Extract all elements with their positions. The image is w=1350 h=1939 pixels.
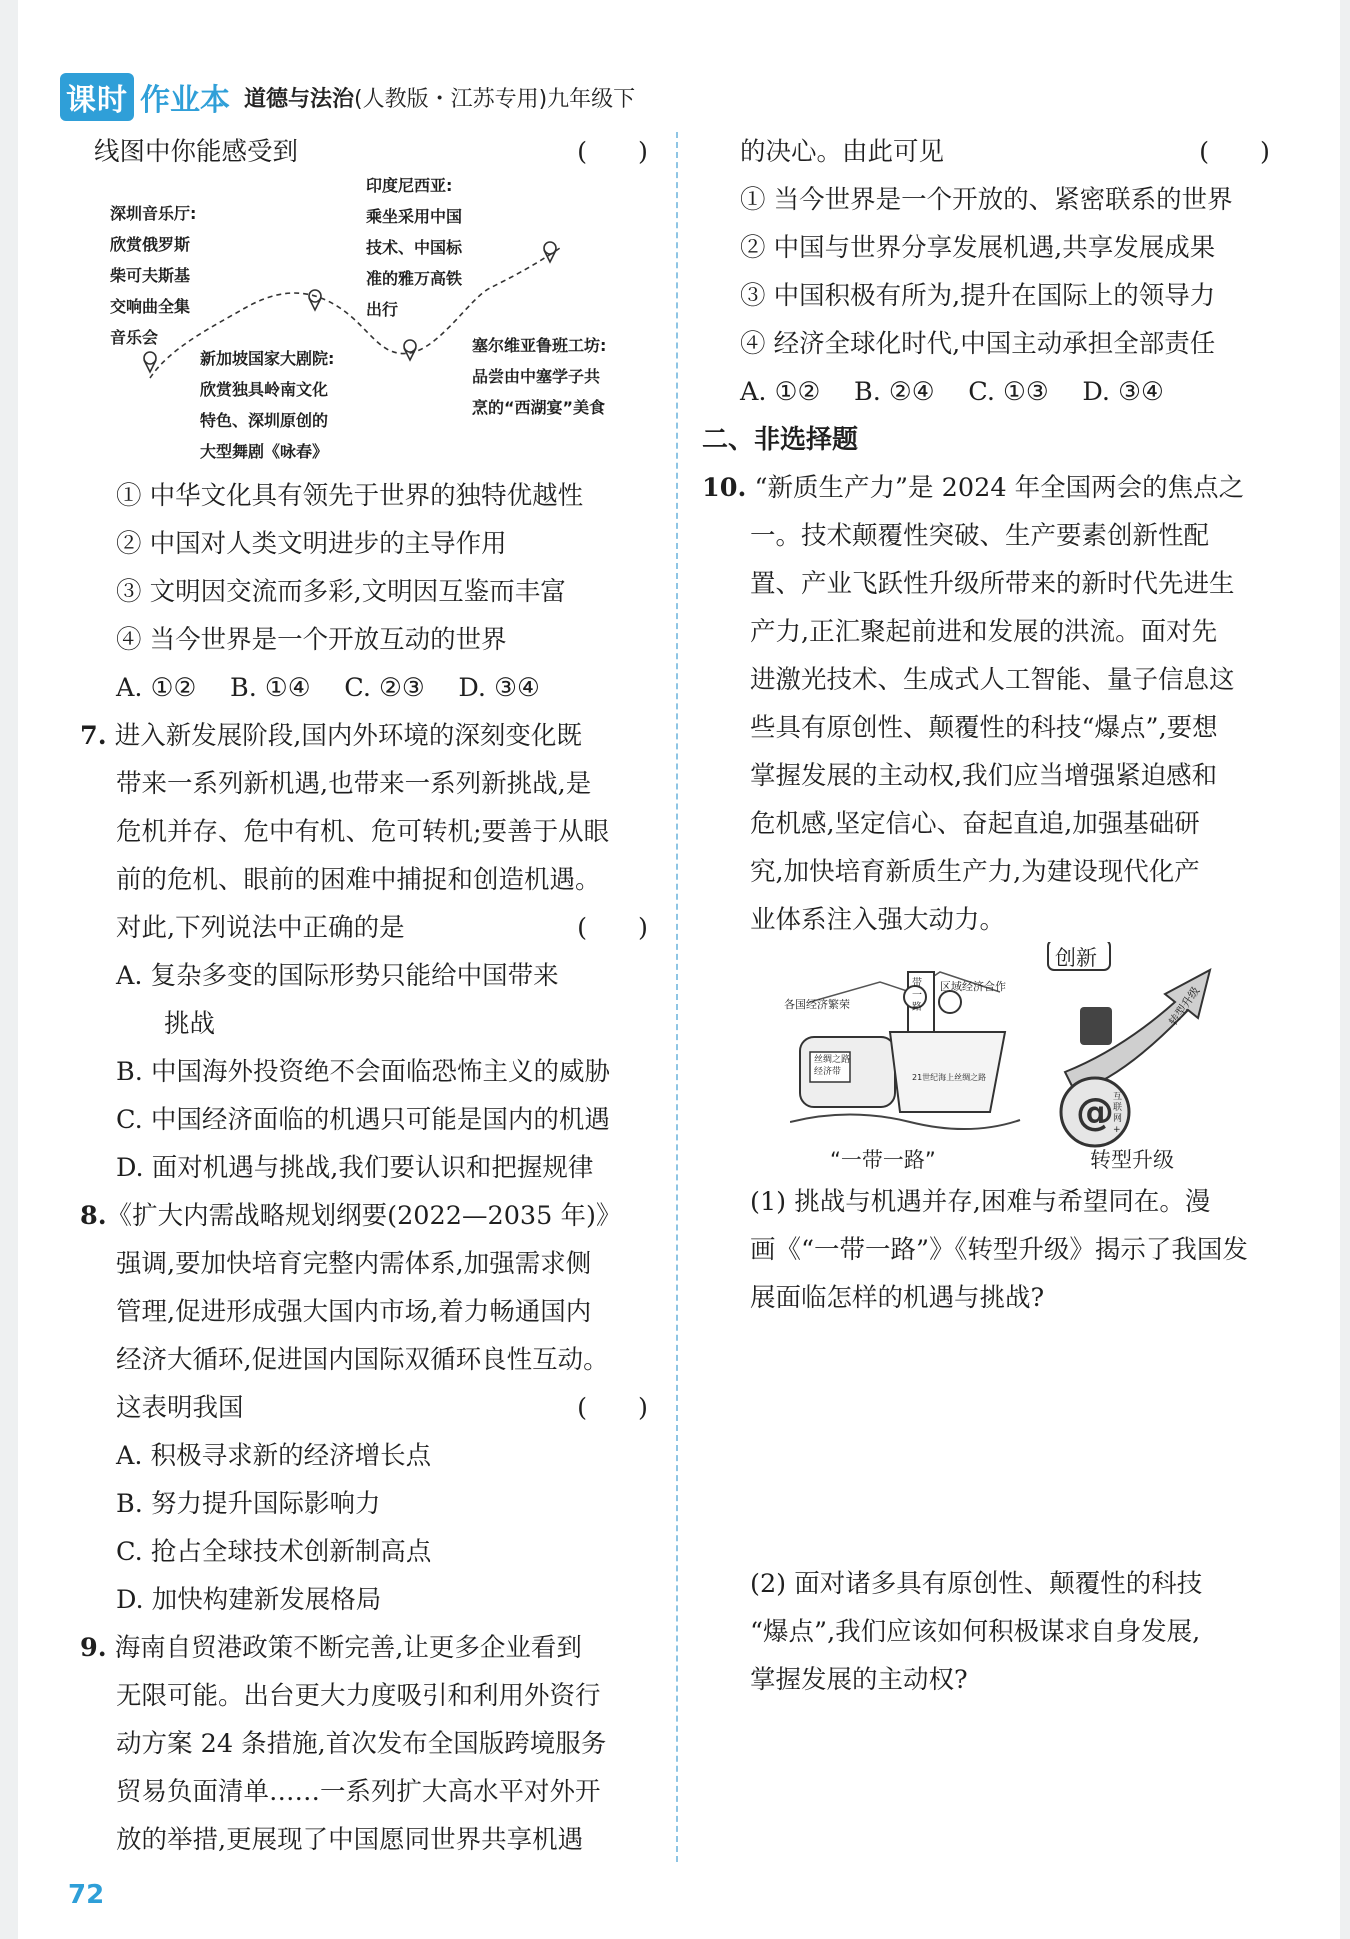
label-singapore: 新加坡国家大剧院: 欣赏独具岭南文化 特色、深圳原创的 大型舞剧《咏春》: [200, 349, 335, 461]
q8-line: [80, 1192, 648, 1240]
answer-blank[interactable]: ( ): [577, 137, 648, 167]
option-line[interactable]: C. 抢占全球技术创新制高点: [116, 1537, 432, 1567]
page-number: 72: [68, 1880, 105, 1910]
answer-choices[interactable]: A. ①② B. ②④ C. ①③ D. ③④: [740, 377, 1164, 407]
option-line[interactable]: B. 努力提升国际影响力: [116, 1489, 381, 1519]
option-line[interactable]: C. 中国经济面临的机遇只可能是国内的机遇: [116, 1105, 610, 1135]
option-line[interactable]: ① 中华文化具有领先于世界的独特优越性: [116, 481, 584, 511]
edition-info: (人教版・江苏专用)九年级下: [354, 86, 636, 112]
option-line[interactable]: ④ 当今世界是一个开放互动的世界: [116, 625, 507, 655]
sub-line: (1) 挑战与机遇并存,困难与希望同在。漫: [750, 1187, 1211, 1217]
q8-line: 经济大循环,促进国内国际双循环良性互动。: [116, 1345, 609, 1375]
q8-text: 《扩大内需战略规划纲要(2022—2035 年)》: [106, 1201, 622, 1231]
option-line[interactable]: B. 中国海外投资绝不会面临恐怖主义的威胁: [116, 1057, 610, 1087]
book-logo-title: 作业本: [140, 83, 230, 118]
option-line[interactable]: D. 加快构建新发展格局: [116, 1585, 382, 1615]
option-line[interactable]: ② 中国对人类文明进步的主导作用: [116, 529, 507, 559]
option-line[interactable]: ① 当今世界是一个开放的、紧密联系的世界: [740, 185, 1233, 215]
option-line[interactable]: ③ 文明因交流而多彩,文明因互鉴而丰富: [116, 577, 566, 607]
cartoon-label: 21世纪海上丝绸之路: [912, 1073, 987, 1082]
q10-text: “新质生产力”是 2024 年全国两会的焦点之: [754, 473, 1245, 503]
q7-line: [80, 904, 648, 952]
sub-line: 展面临怎样的机遇与挑战?: [750, 1283, 1045, 1313]
cartoon-label: 丝绸之路经济带: [814, 1055, 851, 1077]
option-line[interactable]: ③ 中国积极有所为,提升在国际上的领导力: [740, 281, 1216, 311]
label-serbia: 塞尔维亚鲁班工坊: 品尝由中塞学子共 烹的“西湖宴”美食: [472, 336, 607, 417]
q7-line: 带来一系列新机遇,也带来一系列新挑战,是: [116, 769, 592, 799]
answer-blank[interactable]: ( ): [577, 913, 648, 943]
left-column: [80, 128, 648, 176]
q7-line: 前的危机、眼前的困难中捕捉和创造机遇。: [116, 865, 601, 895]
location-pin-icon: [144, 352, 156, 372]
q9-line: 放的举措,更展现了中国愿同世界共享机遇: [116, 1825, 584, 1855]
sub-line: “爆点”,我们应该如何积极谋求自身发展,: [750, 1617, 1201, 1647]
option-line[interactable]: ② 中国与世界分享发展机遇,共享发展成果: [740, 233, 1216, 263]
q8-number: 8.: [80, 1201, 107, 1231]
sub-line: 画《“一带一路”》《转型升级》揭示了我国发: [750, 1235, 1248, 1265]
q10-line: [702, 464, 1270, 512]
q10-line: 些具有原创性、颠覆性的科技“爆点”,要想: [750, 713, 1218, 743]
subject-name: 道德与法治: [244, 86, 355, 112]
caption-right: 转型升级: [1090, 1148, 1174, 1172]
location-pin-icon: [404, 340, 416, 360]
q9-line: 无限可能。出台更大力度吸引和利用外资行: [116, 1681, 601, 1711]
q7-line: [80, 712, 648, 760]
svg-text:@: @: [1076, 1090, 1114, 1134]
q10-line: 进激光技术、生成式人工智能、量子信息这: [750, 665, 1235, 695]
cartoon-label: 区域经济合作: [940, 980, 1006, 993]
cartoon-label: 带一路: [912, 978, 922, 1013]
q9-number: 9.: [80, 1633, 107, 1663]
answer-choices[interactable]: A. ①② B. ①④ C. ②③ D. ③④: [116, 673, 540, 703]
q6-stem-text: 线图中你能感受到: [94, 137, 299, 167]
q8-text: 这表明我国: [116, 1393, 244, 1423]
q7-text: 进入新发展阶段,国内外环境的深刻变化既: [114, 721, 582, 751]
header-subject: [244, 82, 635, 113]
location-pin-icon: [544, 242, 556, 262]
cartoon-label: 各国经济繁荣: [784, 998, 850, 1011]
speech-bubble: 创新: [1055, 946, 1097, 970]
option-line[interactable]: 挑战: [164, 1009, 216, 1039]
q10-line: 产力,正汇聚起前进和发展的洪流。面对先: [750, 617, 1218, 647]
cartoon-label: 互联网+: [1113, 1092, 1123, 1135]
answer-blank[interactable]: ( ): [1199, 137, 1270, 167]
label-shenzhen: 深圳音乐厅: 欣赏俄罗斯 柴可夫斯基 交响曲全集 音乐会: [110, 204, 197, 347]
q7-number: 7.: [80, 721, 107, 751]
cartoon-label: 转型升级: [1166, 984, 1203, 1029]
q9-text: 海南自贸港政策不断完善,让更多企业看到: [114, 1633, 582, 1663]
q9-cont-line: [702, 128, 1270, 176]
left-column-body: [80, 472, 648, 1864]
q7-text: 对此,下列说法中正确的是: [116, 913, 405, 943]
option-line[interactable]: A. 积极寻求新的经济增长点: [116, 1441, 432, 1471]
right-column: [702, 128, 1270, 944]
q10-line: 业体系注入强大动力。: [750, 905, 1006, 935]
q9-line: 贸易负面清单……一系列扩大高水平对外开: [116, 1777, 601, 1807]
q9-cont-text: 的决心。由此可见: [740, 137, 945, 167]
option-line[interactable]: ④ 经济全球化时代,中国主动承担全部责任: [740, 329, 1216, 359]
q8-line: [80, 1384, 648, 1432]
sub-line: (2) 面对诸多具有原创性、颠覆性的科技: [750, 1569, 1203, 1599]
q10-line: 置、产业飞跃性升级所带来的新时代先进生: [750, 569, 1235, 599]
book-logo: 课时: [60, 73, 134, 121]
q8-line: 管理,促进形成强大国内市场,着力畅通国内: [116, 1297, 592, 1327]
caption-left: “一带一路”: [830, 1148, 936, 1172]
q10-subquestion-2: [702, 1560, 1270, 1704]
q7-line: 危机并存、危中有机、危可转机;要善于从眼: [116, 817, 610, 847]
q10-line: 一。技术颠覆性突破、生产要素创新性配: [750, 521, 1210, 551]
location-pin-icon: [309, 290, 321, 310]
option-line[interactable]: D. 面对机遇与挑战,我们要认识和把握规律: [116, 1153, 594, 1183]
page-header: [60, 74, 635, 120]
q8-line: 强调,要加快培育完整内需体系,加强需求侧: [116, 1249, 592, 1279]
answer-blank[interactable]: ( ): [577, 1393, 648, 1423]
label-indonesia: 印度尼西亚: 乘坐采用中国 技术、中国标 准的雅万高铁 出行: [366, 176, 463, 319]
q9-line: [80, 1624, 648, 1672]
q10-line: 掌握发展的主动权,我们应当增强紧迫感和: [750, 761, 1218, 791]
q6-stem: [80, 128, 648, 176]
section-title: 二、非选择题: [702, 425, 859, 455]
q9-line: 动方案 24 条措施,首次发布全国版跨境服务: [116, 1729, 607, 1759]
q10-line: 危机感,坚定信心、奋起直追,加强基础研: [750, 809, 1200, 839]
route-figure: [110, 178, 650, 468]
q10-line: 究,加快培育新质生产力,为建设现代化产: [750, 857, 1200, 887]
option-line[interactable]: A. 复杂多变的国际形势只能给中国带来: [116, 961, 559, 991]
sub-line: 掌握发展的主动权?: [750, 1665, 968, 1695]
q10-subquestion-1: [702, 1178, 1270, 1322]
q10-number: 10.: [702, 473, 747, 503]
cartoon-figure: [784, 942, 1260, 1182]
column-divider: [676, 132, 678, 1862]
upgrade-cartoon: [1048, 942, 1210, 1146]
